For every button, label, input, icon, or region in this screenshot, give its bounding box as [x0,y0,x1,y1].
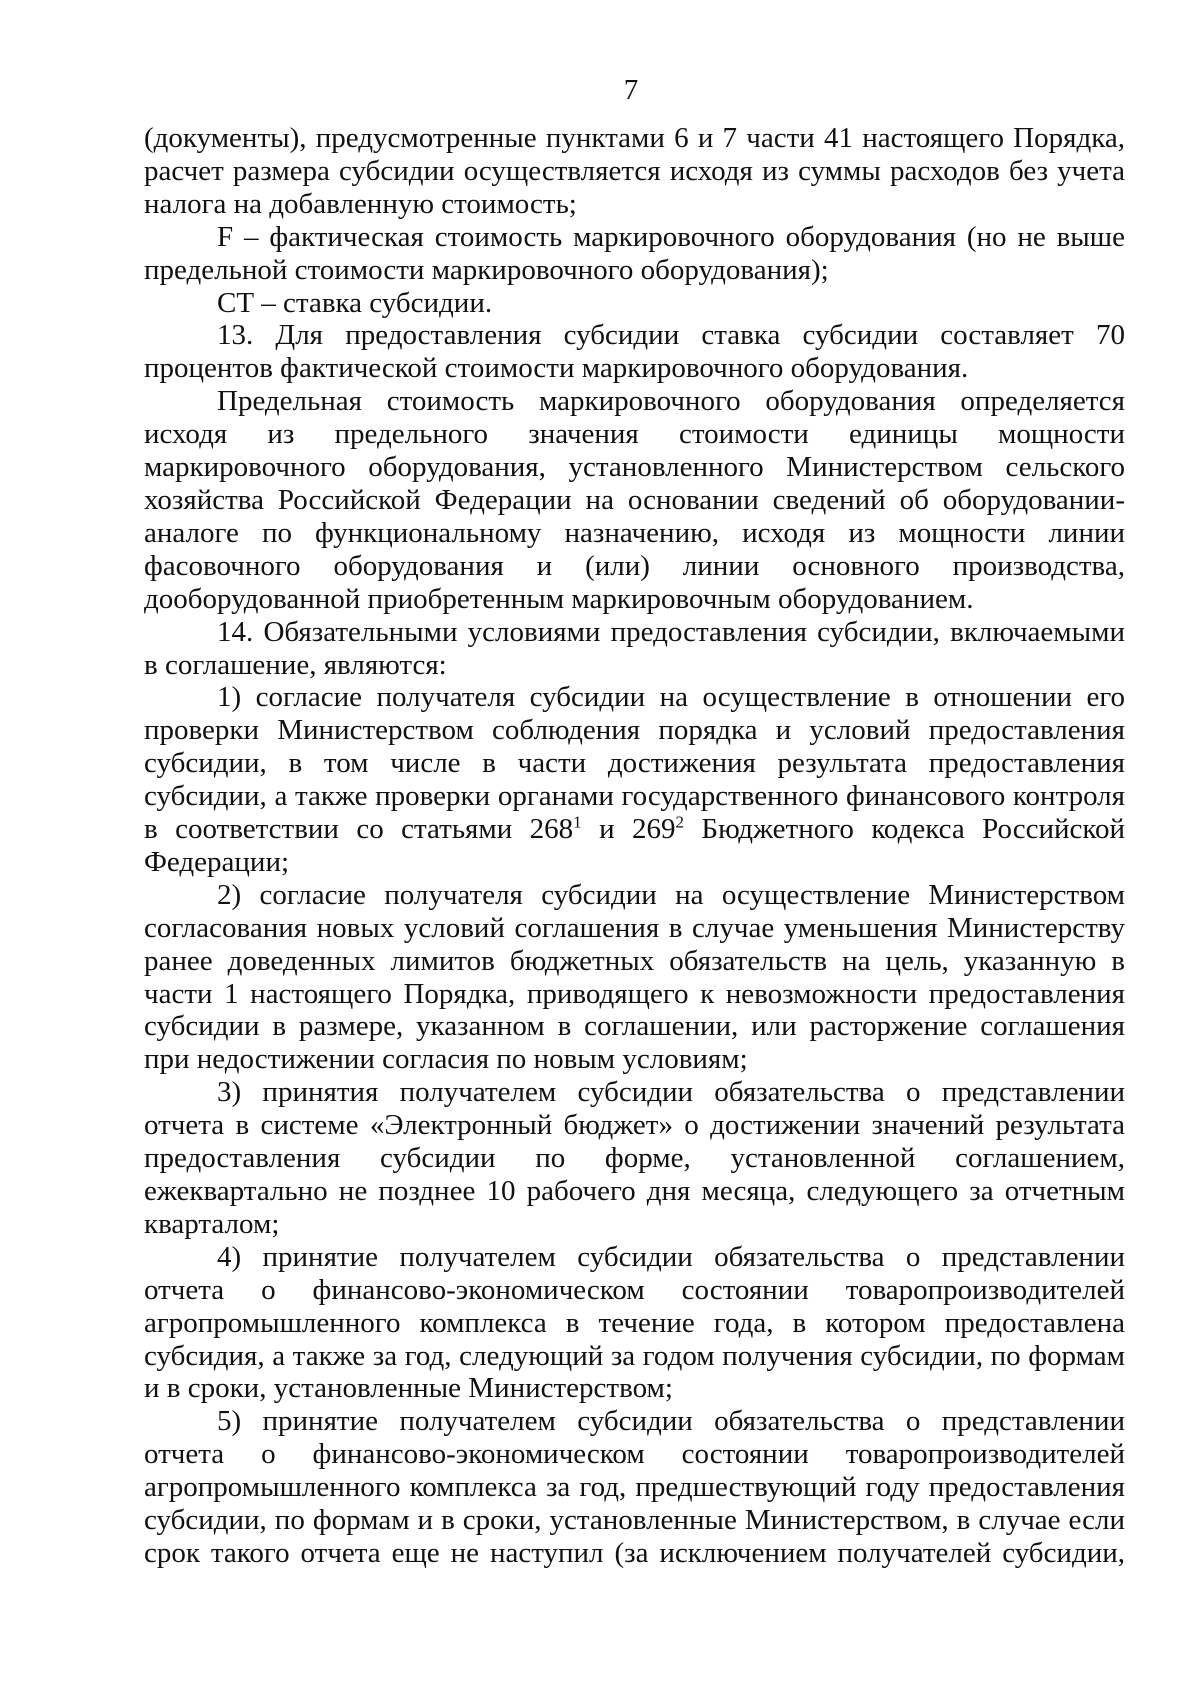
article-ref-first: $268^1$ [529,812,582,846]
document-body [144,122,1125,1570]
paragraph-13: 13. Для предоставления субсидии ставка субсидии составляет 70 процентов фактической стоимости маркировочного оборудования. [144,319,1125,385]
condition-1-text: 1) согласие получателя субсидии на осуществление в отношении его проверки Министерством соблюдения порядка и условий предоставления субсидии, в том числе в части достижения результата предоставления субсидии, а также проверки органами государственного финансового контроля в соответствии со статьями [144,681,1125,846]
paragraph-condition-3: 3) принятия получателем субсидии обязательства о представлении отчета в системе «Электронный бюджет» о достижении значений результата предоставления субсидии по форме, установленной соглашением, ежеквартально не позднее 10 рабочего дня месяца, следующего за отчетным кварталом; [144,1076,1125,1240]
page-number: 7 [623,74,639,106]
paragraph-condition-2: 2) согласие получателя субсидии на осуществление Министерством согласования новых условий соглашения в случае уменьшения Министерству ранее доведенных лимитов бюджетных обязательств на цель, указанную в части 1 настоящего Порядка, приводящего к невозможности предоставления субсидии в размере, указанном в соглашении, или расторжение соглашения при недостижении согласия по новым условиям; [144,878,1125,1076]
paragraph-continuation: (документы), предусмотренные пунктами 6 и 7 части 41 настоящего Порядка, расчет размера субсидии осуществляется исходя из суммы расходов без учета налога на добавленную стоимость; [144,122,1125,220]
paragraph-st-definition: СТ – ставка субсидии. [217,286,493,319]
paragraph-f-definition: F – фактическая стоимость маркировочного оборудования (но не выше предельной стоимости маркировочного оборудования); [144,220,1125,286]
paragraph-max-cost: Предельная стоимость маркировочного оборудования определяется исходя из предельного значения стоимости единицы мощности маркировочного оборудования, установленного Министерством сельского хозяйства Российской Федерации на основании сведений об оборудовании-аналоге по функциональному назначению, исходя из мощности линии фасовочного оборудования и (или) линии основного производства, дооборудованной приобретенным маркировочным оборудованием. [144,385,1125,615]
paragraph-14: 14. Обязательными условиями предоставления субсидии, включаемыми в соглашение, являются: [144,615,1125,681]
paragraph-condition-1: 1) согласие получателя субсидии на осуществление в отношении его проверки Министерством соблюдения порядка и условий предоставления субсидии, в том числе в части достижения результата предоставления субсидии, а также проверки органами государственного финансового контроля в соответствии со статьями $268^1$ и $269^2$ Бюджетного кодекса Российской Федерации; [144,681,1126,878]
article-ref-second: $269^2$ [632,812,685,846]
paragraph-condition-4: 4) принятие получателем субсидии обязательства о представлении отчета о финансово-экономическом состоянии товаропроизводителей агропромышленного комплекса в течение года, в котором предоставлена субсидия, а также за год, следующий за годом получения субсидии, по формам и в сроки, установленные Министерством; [144,1240,1125,1405]
paragraph-condition-5: 5) принятие получателем субсидии обязательства о представлении отчета о финансово-экономическом состоянии товаропроизводителей агропромышленного комплекса за год, предшествующий году предоставления субсидии, по формам и в сроки, установленные Министерством, в случае если срок такого отчета еще не наступил (за исключением получателей субсидии, [144,1405,1125,1569]
condition-1-tail: Бюджетного кодекса Российской Федерации; [144,813,1126,878]
